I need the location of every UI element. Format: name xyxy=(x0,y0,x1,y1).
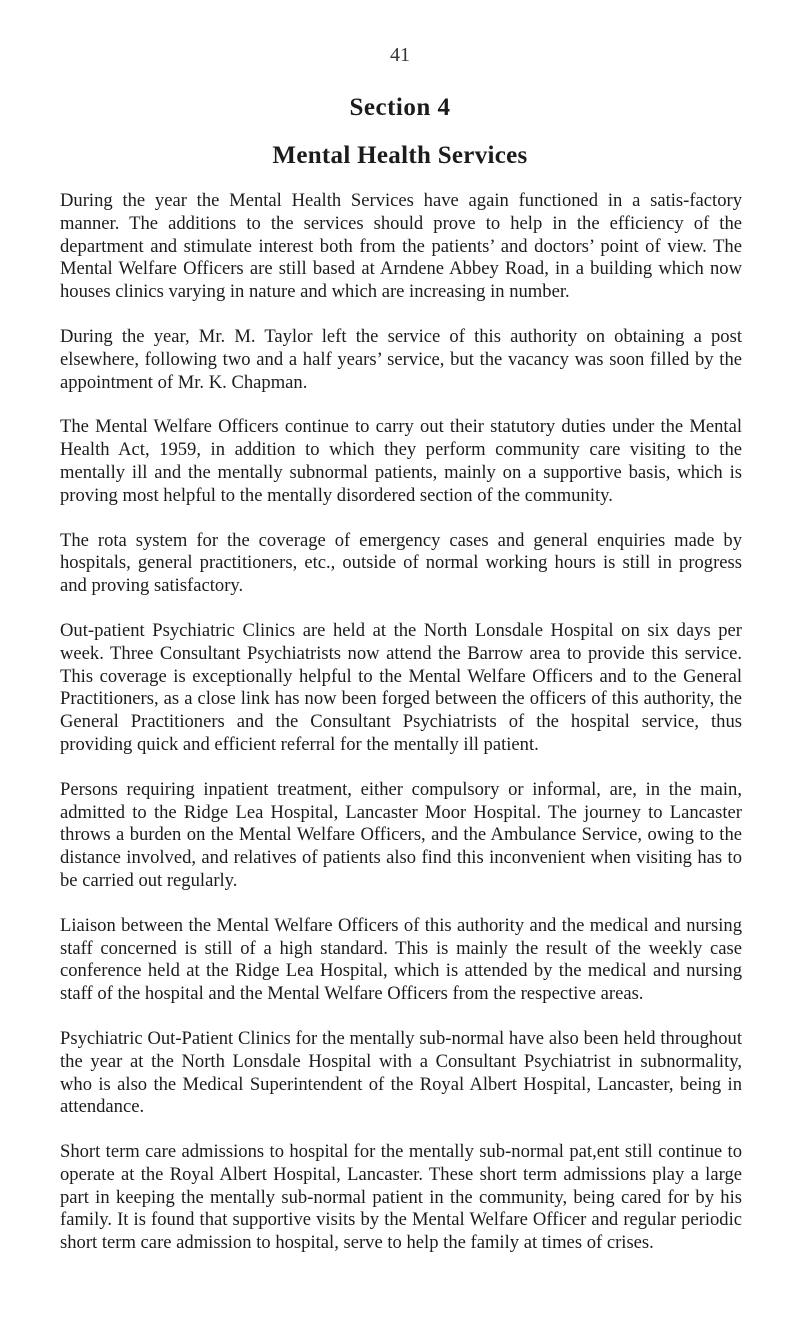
page-number: 41 xyxy=(390,44,410,66)
paragraph: Persons requiring inpatient treatment, either compulsory or informal, are, in the main, admitted to the Ridge Lea Hospital, Lancaster Moor Hospital. The journey to Lancaster throws a burden on the Mental Welfare Officers, and the Ambulance Service, owing to the distance involved, and relatives of patients also find this inconvenient when visiting has to be carried out regularly. xyxy=(60,778,742,891)
paragraph: During the year the Mental Health Services have again functioned in a satis-factory manner. The additions to the services should prove to help in the efficiency of the department and stimulate interest both from the patients’ and doctors’ point of view. The Mental Welfare Officers are still based at Arndene Abbey Road, in a building which now houses clinics varying in nature and which are increasing in number. xyxy=(60,190,742,303)
paragraph: During the year, Mr. M. Taylor left the service of this authority on obtaining a post elsewhere, following two and a half years’ service, but the vacancy was soon filled by the appointment of Mr. K. Chapman. xyxy=(60,325,742,393)
paragraph: Liaison between the Mental Welfare Officers of this authority and the medical and nursing staff concerned is still of a high standard. This is mainly the result of the weekly case conference held at the Ridge Lea Hospital, which is attended by the medical and nursing staff of the hospital and the Mental Welfare Officers from the respective areas. xyxy=(60,914,742,1005)
section-title: Mental Health Services xyxy=(272,142,528,169)
paragraph: The rota system for the coverage of emergency cases and general enquiries made by hospitals, general practitioners, etc., outside of normal working hours is still in progress and proving satisfactory. xyxy=(60,529,742,597)
paragraph: Short term care admissions to hospital for the mentally sub-normal pat,ent still continue to operate at the Royal Albert Hospital, Lancaster. These short term admissions play a large part in keeping the mentally sub-normal patient in the community, being cared for by his family. It is found that supportive visits by the Mental Welfare Officer and regular periodic short term care admission to hospital, serve to help the family at times of crises. xyxy=(60,1141,742,1254)
body-text xyxy=(60,190,742,1277)
paragraph: Out-patient Psychiatric Clinics are held at the North Lonsdale Hospital on six days per week. Three Consultant Psychiatrists now attend the Barrow area to provide this service. This coverage is exceptionally helpful to the Mental Welfare Officers and to the General Practitioners, as a close link has now been forged between the officers of this authority, the General Practitioners and the Consultant Psychiatrists of the hospital service, thus providing quick and efficient referral for the mentally ill patient. xyxy=(60,619,742,755)
section-label: Section 4 xyxy=(349,94,451,121)
paragraph: Psychiatric Out-Patient Clinics for the mentally sub-normal have also been held throughout the year at the North Lonsdale Hospital with a Consultant Psychiatrist in subnormality, who is also the Medical Superintendent of the Royal Albert Hospital, Lancaster, being in attendance. xyxy=(60,1027,742,1118)
paragraph: The Mental Welfare Officers continue to carry out their statutory duties under the Mental Health Act, 1959, in addition to which they perform community care visiting to the mentally ill and the mentally subnormal patients, mainly on a supportive basis, which is proving most helpful to the mentally disordered section of the community. xyxy=(60,416,742,506)
